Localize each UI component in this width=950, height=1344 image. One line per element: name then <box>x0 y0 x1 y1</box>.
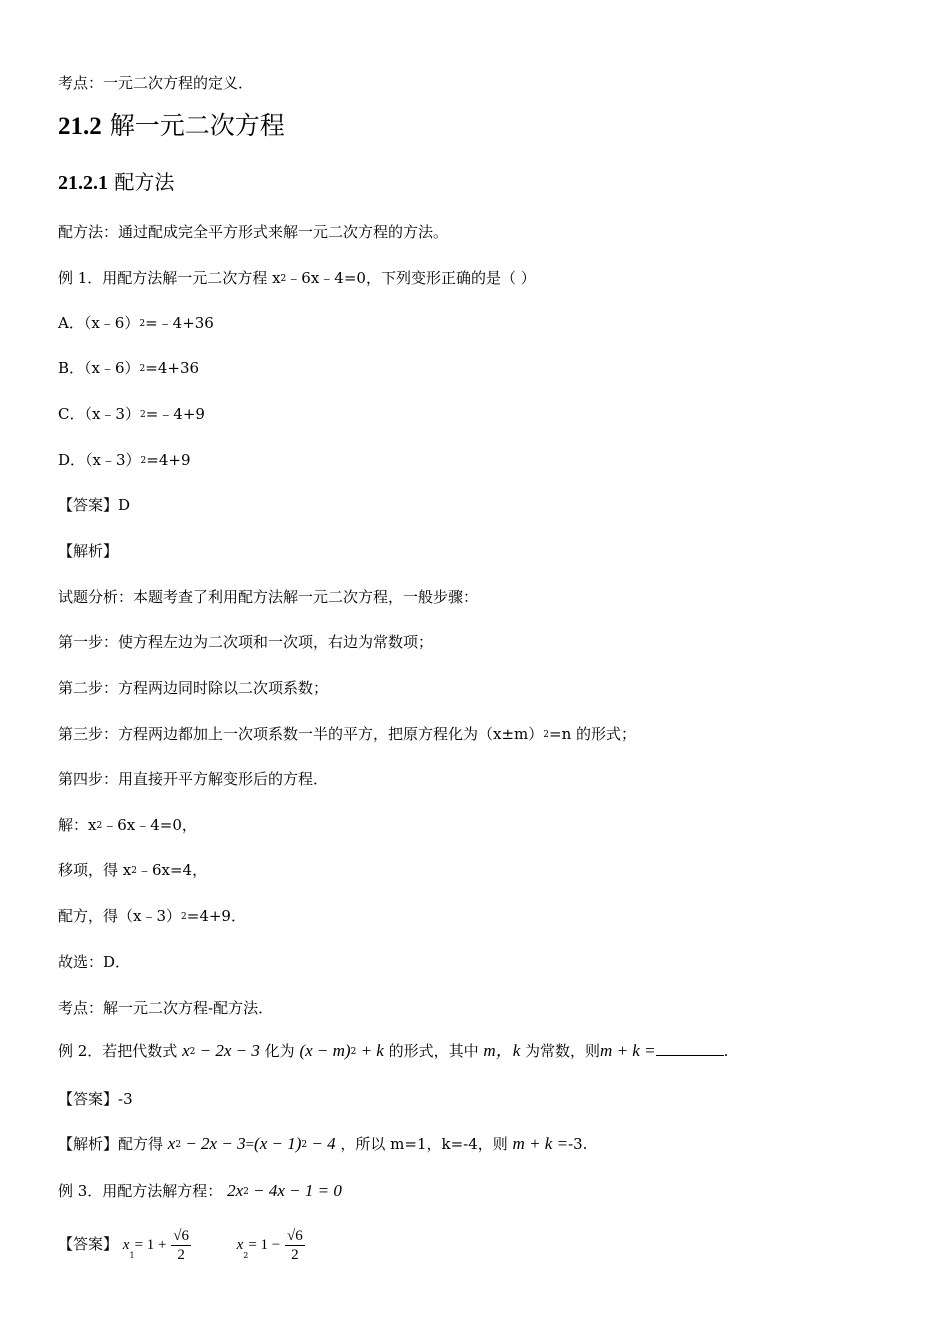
option-d: D．（x﹣3）2=4+9 <box>58 451 191 469</box>
text-line: 第四步：用直接开平方解变形后的方程． <box>58 770 329 788</box>
text-line: 考点：一元二次方程的定义． <box>58 74 254 92</box>
option-b: B．（x﹣6）2=4+36 <box>58 359 200 377</box>
example-3-answer: 【答案】 $x_1= 1$ + $\frac{√6}{2}$ $x_2= 1$ − $\frac{√6}{2}$ <box>58 1227 303 1263</box>
fraction: $\frac{√6}{2}$ <box>287 1227 303 1263</box>
text-line: 试题分析：本题考查了利用配方法解一元二次方程，一般步骤： <box>58 588 479 606</box>
option-c: C．（x﹣3）2=﹣4+9 <box>58 405 205 423</box>
text-line: 第二步：方程两边同时除以二次项系数； <box>58 679 329 697</box>
example-1-question: 例 1．用配方法解一元二次方程 x2﹣6x﹣4=0，下列变形正确的是（ ） <box>58 269 536 287</box>
text-line: 考点：解一元二次方程-配方法． <box>58 999 274 1017</box>
answer-label: 【答案】-3 <box>58 1090 133 1108</box>
text-line: 解：x2﹣6x﹣4=0， <box>58 816 197 834</box>
example-2-solution: 【解析】配方得 x2 − 2x − 3=(x − 1)2 − 4 ，所以 m=1，k=-4，则 m + k =-3. <box>58 1134 588 1153</box>
section-heading <box>58 110 285 143</box>
section-number: 21.2 <box>58 113 102 140</box>
text-line: 配方，得（x﹣3）2=4+9． <box>58 907 246 925</box>
option-a: A．（x﹣6）2=﹣4+36 <box>58 314 214 332</box>
analysis-label: 【解析】 <box>58 542 119 560</box>
subsection-heading <box>58 169 174 196</box>
text-line: 第一步：使方程左边为二次项和一次项，右边为常数项； <box>58 633 434 651</box>
text-line: 移项，得 x2﹣6x=4， <box>58 861 208 879</box>
example-3-question: 例 3．用配方法解方程： 2x2 − 4x − 1 = 0 <box>58 1181 342 1200</box>
subsection-title: 配方法 <box>114 170 175 194</box>
text-line: 故选：D． <box>58 953 131 971</box>
answer-label: 【答案】D <box>58 496 131 514</box>
subsection-number: 21.2.1 <box>58 172 108 194</box>
text-line: 配方法：通过配成完全平方形式来解一元二次方程的方法。 <box>58 223 449 241</box>
text-line: 第三步：方程两边都加上一次项系数一半的平方，把原方程化为（x±m）2=n 的形式； <box>58 725 636 743</box>
answer-blank <box>656 1041 724 1056</box>
example-2-question: 例 2．若把代数式 x2 − 2x − 3 化为 (x − m)2 + k 的形式，其中 m，k 为常数，则m + k = . <box>58 1041 729 1060</box>
fraction: $\frac{√6}{2}$ <box>173 1227 189 1263</box>
section-title: 解一元二次方程 <box>109 111 285 140</box>
